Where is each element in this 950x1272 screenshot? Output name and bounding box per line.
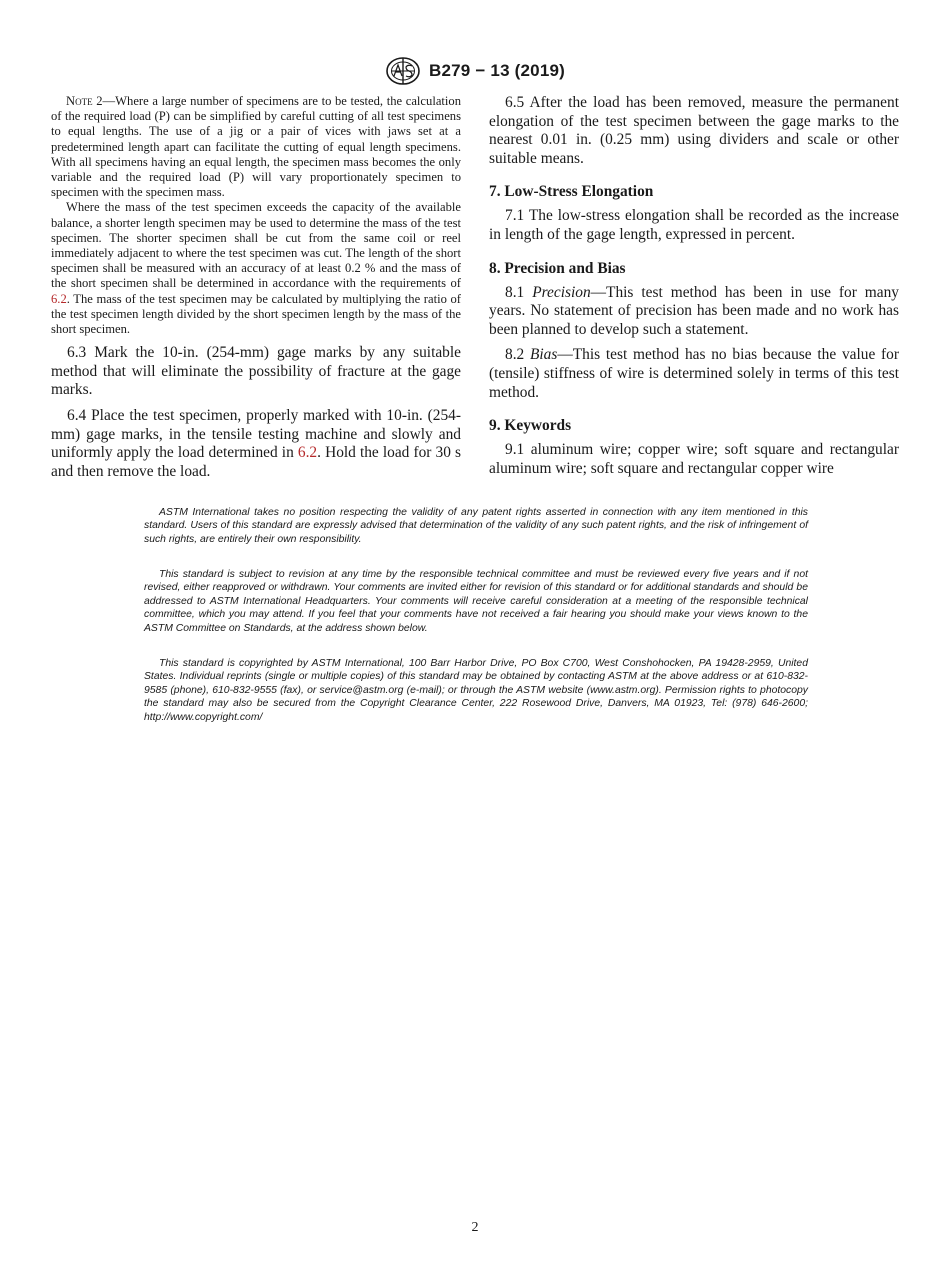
- page-header: [0, 55, 950, 87]
- section-6-2-link[interactable]: 6.2: [297, 444, 318, 462]
- paragraph-6-4: [51, 407, 461, 481]
- left-column: [51, 94, 461, 481]
- footer-paragraph-1: ASTM International takes no position respecting the validity of any patent rights asserted in connection with any item mentioned in this standard. Users of this standard are expressly advised that determination of the validity of any such patent rights, and the risk of infringement of such rights, are entirely their own responsibility.: [144, 507, 808, 545]
- footer-copyright-notice: [144, 657, 808, 724]
- footer-patent-notice: [144, 506, 808, 546]
- note-paragraph: [51, 94, 461, 200]
- note-p2-text-b: . The mass of the test specimen may be calculated by multiplying the ratio of the test specimen length divided by the short specimen length by the mass of the short specimen.: [51, 291, 461, 337]
- footer-paragraph-2: This standard is subject to revision at any time by the responsible technical committee and must be reviewed every five years and if not revised, either reapproved or withdrawn. Your comments are invited either for revision of this standard or for additional standards and should be addressed to ASTM International Headquarters. Your comments will receive careful consideration at a meeting of the responsible technical committee, which you may attend. If you feel that your comments have not received a fair hearing you should make your views known to the ASTM Committee on Standards, at the address shown below.: [144, 569, 808, 634]
- paragraph-6-5: 6.5 After the load has been removed, measure the permanent elongation of the test specimen between the gage marks to the nearest 0.01 in. (0.25 mm) using dividers and scale or other suitable means.: [489, 94, 899, 167]
- astm-logo-icon: [385, 56, 421, 86]
- paragraph-9-1: 9.1 aluminum wire; copper wire; soft square and rectangular aluminum wire; soft square and rectangular copper wire: [489, 441, 899, 477]
- document-id: B279 − 13 (2019): [429, 61, 565, 80]
- p81-number: 8.1: [505, 283, 533, 301]
- p82-text: —This test method has no bias because the value for (tensile) stiffness of wire is determined solely in terms of this test method.: [489, 346, 899, 401]
- footer-revision-notice: [144, 568, 808, 635]
- note-p2-text-a: Where the mass of the test specimen exceeds the capacity of the available balance, a shorter length specimen may be used to determine the mass of the test specimen. The shorter specimen shall be cut from the same coil or reel immediately adjacent to where the test specimen was cut. The length of the short specimen shall be measured with an accuracy of at least 0.2 % and the mass of the short specimen shall be determined in accordance with the requirements of: [51, 200, 461, 291]
- heading-section-9: 9. Keywords: [489, 417, 572, 435]
- paragraph-8-2: [489, 346, 899, 402]
- p64-text-a: 6.4 Place the test specimen, properly marked with 10-in. (254-mm) gage marks, in the tensile testing machine and slowly and uniformly apply the load determined in: [51, 407, 461, 462]
- paragraph-6-3: 6.3 Mark the 10-in. (254-mm) gage marks by any suitable method that will eliminate the possibility of fracture at the gage marks.: [51, 344, 461, 399]
- paragraph-8-1: [489, 284, 899, 340]
- page-number: 2: [471, 1220, 479, 1235]
- paragraph-7-1: 7.1 The low-stress elongation shall be recorded as the increase in length of the gage length, expressed in percent.: [489, 207, 899, 243]
- heading-section-8: 8. Precision and Bias: [489, 259, 626, 277]
- section-6-2-link[interactable]: 6.2: [51, 291, 67, 306]
- note-label: Note: [66, 94, 93, 108]
- note-2: [51, 94, 461, 337]
- p81-text: —This test method has been in use for many years. No statement of precision has been made and no work has been planned to develop such a statement.: [489, 283, 900, 338]
- right-column: [489, 94, 899, 478]
- p64-text-b: . Hold the load for 30 s and then remove the load.: [51, 444, 461, 480]
- bias-term: Bias: [530, 346, 558, 364]
- footer-paragraph-3: This standard is copyrighted by ASTM International, 100 Barr Harbor Drive, PO Box C700, West Conshohocken, PA 19428-2959, United States. Individual reprints (single or multiple copies) of this standard may be obtained by contacting ASTM at the above address or at 610-832-9585 (phone), 610-832-9555 (fax), or service@astm.org (e-mail); or through the ASTM website (www.astm.org). Permission rights to photocopy the standard may also be secured from the Copyright Clearance Center, 222 Rosewood Drive, Danvers, MA 01923, Tel: (978) 646-2600; http://www.copyright.com/: [144, 658, 808, 723]
- p82-number: 8.2: [505, 346, 530, 364]
- note-text: 2—Where a large number of specimens are to be tested, the calculation of the required load (P) can be simplified by careful cutting of all test specimens to equal lengths. The use of a jig or a pair of vices with jaws set at a predetermined length apart can facilitate the cutting of equal length specimens. With all specimens having an equal length, the specimen mass becomes the only variable and the required load (P) will vary proportionately specimen to specimen with the specimen mass.: [51, 94, 461, 200]
- note-paragraph-2: [51, 200, 461, 337]
- precision-term: Precision: [532, 283, 591, 301]
- heading-section-7: 7. Low-Stress Elongation: [489, 183, 654, 201]
